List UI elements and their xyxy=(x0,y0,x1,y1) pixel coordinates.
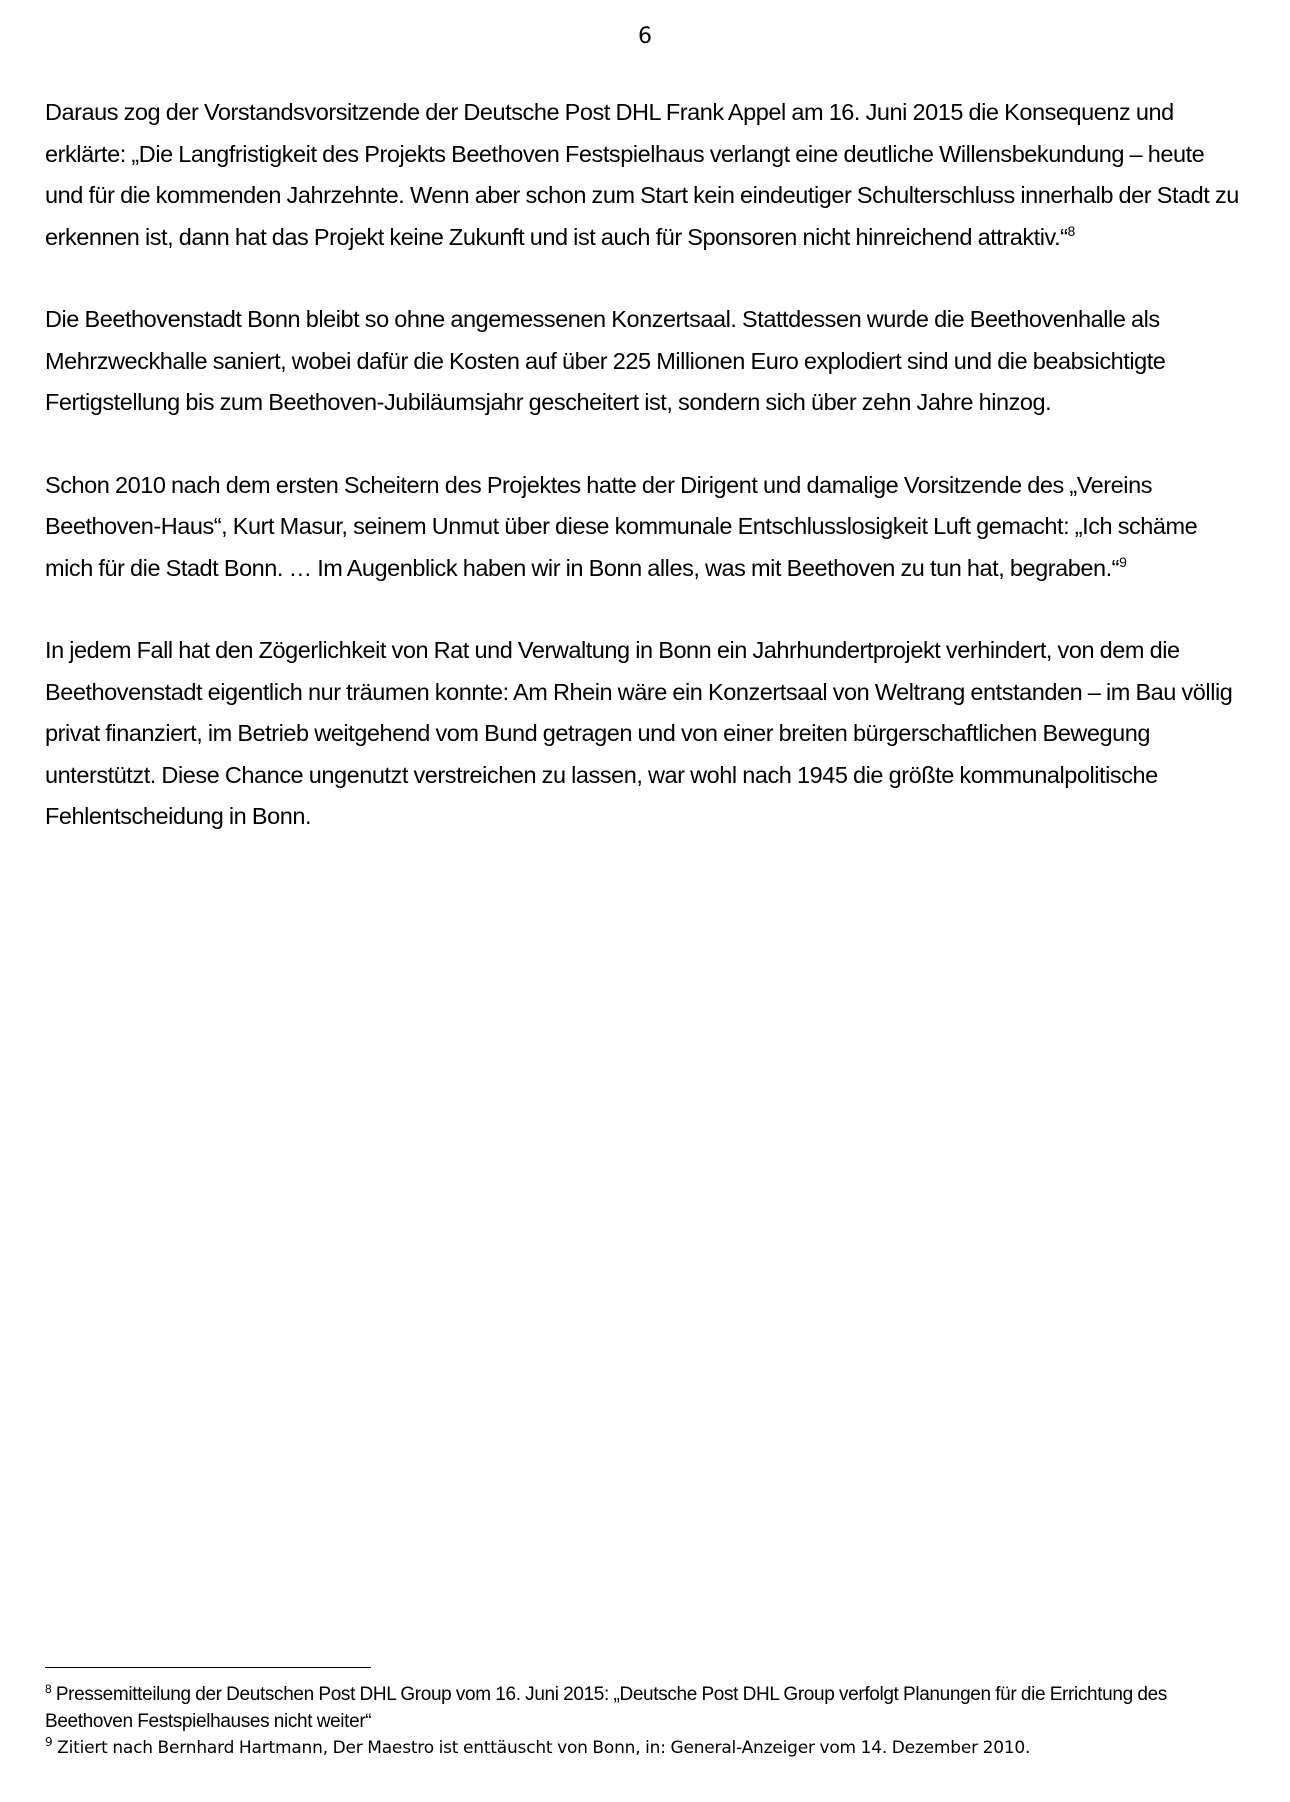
paragraph-4-text: In jedem Fall hat den Zögerlichkeit von Rat und Verwaltung in Bonn ein Jahrhundertprojekt verhindert, von dem die Beethovenstadt eigentlich nur träumen konnte: Am Rhein wäre ein Konzertsaal von Weltrang entstanden – im Bau völlig privat finanziert, im Betrieb weitgehend vom Bund getragen und von einer breiten bürgerschaftlichen Bewegung unterstützt. Diese Chance ungenutzt verstreichen zu lassen, war wohl nach 1945 die größte kommunalpolitische Fehlentscheidung in Bonn. xyxy=(45,637,1233,829)
paragraph-1-text: Daraus zog der Vorstandsvorsitzende der Deutsche Post DHL Frank Appel am 16. Juni 2015 die Konsequenz und erklärte: „Die Langfristigkeit des Projekts Beethoven Festspielhaus verlangt eine deutliche Willensbekundung – heute und für die kommenden Jahrzehnte. Wenn aber schon zum Start kein eindeutiger Schulterschluss innerhalb der Stadt zu erkennen ist, dann hat das Projekt keine Zukunft und ist auch für Sponsoren nicht hinreichend attraktiv.“ xyxy=(45,99,1239,250)
page-number: 6 xyxy=(638,24,652,49)
footnote-ref-8[interactable]: 8 xyxy=(1067,222,1075,239)
footnote-9 xyxy=(45,1735,1245,1762)
footnote-marker-8: 8 xyxy=(45,1682,52,1696)
paragraph-3-text: Schon 2010 nach dem ersten Scheitern des Projektes hatte der Dirigent und damalige Vorsitzende des „Vereins Beethoven-Haus“, Kurt Masur, seinem Unmut über diese kommunale Entschlusslosigkeit Luft gemacht: „Ich schäme mich für die Stadt Bonn. … Im Augenblick haben wir in Bonn alles, was mit Beethoven zu tun hat, begraben.“ xyxy=(45,471,1198,581)
footnotes xyxy=(45,1681,1245,1762)
footnote-marker-9: 9 xyxy=(45,1735,53,1749)
paragraph-3 xyxy=(45,465,1240,590)
footnote-8 xyxy=(45,1681,1245,1735)
footnote-separator xyxy=(45,1667,371,1668)
footnote-8-text: Pressemitteilung der Deutschen Post DHL Group vom 16. Juni 2015: „Deutsche Post DHL Group verfolgt Planungen für die Errichtung des Beethoven Festspielhauses nicht weiter“ xyxy=(45,1684,1167,1732)
paragraph-1 xyxy=(45,92,1240,258)
paragraph-2-text: Die Beethovenstadt Bonn bleibt so ohne angemessenen Konzertsaal. Stattdessen wurde die Beethovenhalle als Mehrzweckhalle saniert, wobei dafür die Kosten auf über 225 Millionen Euro explodiert sind und die beabsichtigte Fertigstellung bis zum Beethoven-Jubiläumsjahr gescheitert ist, sondern sich über zehn Jahre hinzog. xyxy=(45,306,1166,415)
body-text xyxy=(45,92,1240,879)
paragraph-2 xyxy=(45,299,1240,424)
footnote-ref-9[interactable]: 9 xyxy=(1119,553,1127,570)
footnote-9-text: Zitiert nach Bernhard Hartmann, Der Maestro ist enttäuscht von Bonn, in: General-Anzeiger vom 14. Dezember 2010. xyxy=(57,1738,1031,1758)
paragraph-4 xyxy=(45,630,1240,838)
